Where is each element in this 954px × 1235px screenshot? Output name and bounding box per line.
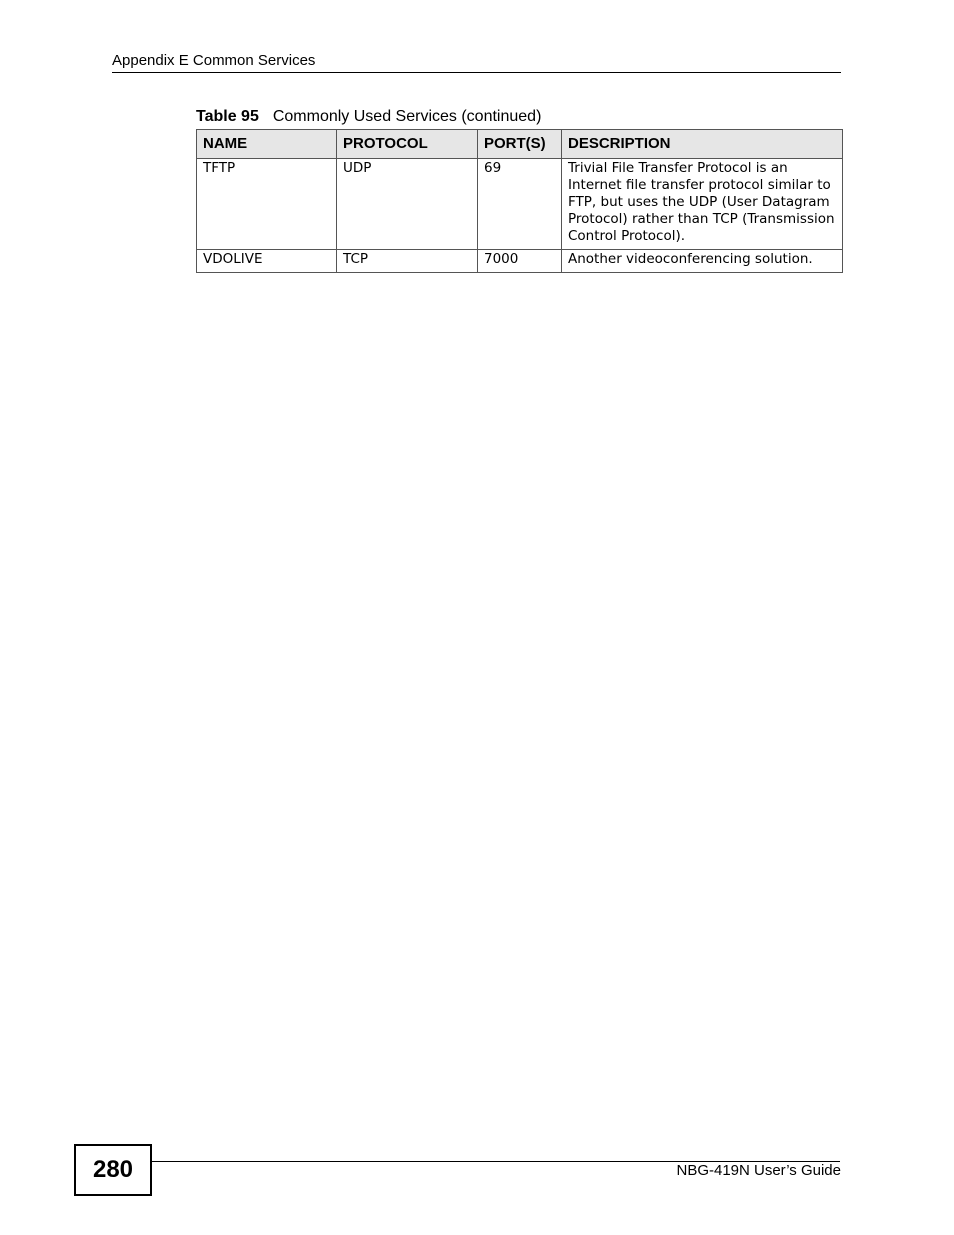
cell-description: Another videoconferencing solution. [562,250,843,273]
table-header-row [197,130,843,159]
table-row [197,159,843,250]
cell-protocol: TCP [337,250,478,273]
page-number-box [74,1144,152,1196]
services-table [196,129,843,273]
page-number: 280 [92,1156,134,1183]
cell-description: Trivial File Transfer Protocol is an Internet file transfer protocol similar to FTP, but uses the UDP (User Datagram Protocol) rather than TCP (Transmission Control Protocol). [562,159,843,250]
column-header-name: NAME [197,130,337,159]
table-title: Commonly Used Services (continued) [272,108,542,125]
cell-name: VDOLIVE [197,250,337,273]
table-caption [196,107,541,127]
cell-ports: 69 [478,159,562,250]
table-row [197,250,843,273]
section-title: Appendix E Common Services [112,52,316,69]
running-header [112,52,841,73]
column-header-protocol: PROTOCOL [337,130,478,159]
cell-name: TFTP [197,159,337,250]
column-header-ports: PORT(S) [478,130,562,159]
column-header-description: DESCRIPTION [562,130,843,159]
guide-title: NBG-419N User’s Guide [676,1162,841,1179]
cell-protocol: UDP [337,159,478,250]
cell-ports: 7000 [478,250,562,273]
table-number: Table 95 [196,108,259,125]
